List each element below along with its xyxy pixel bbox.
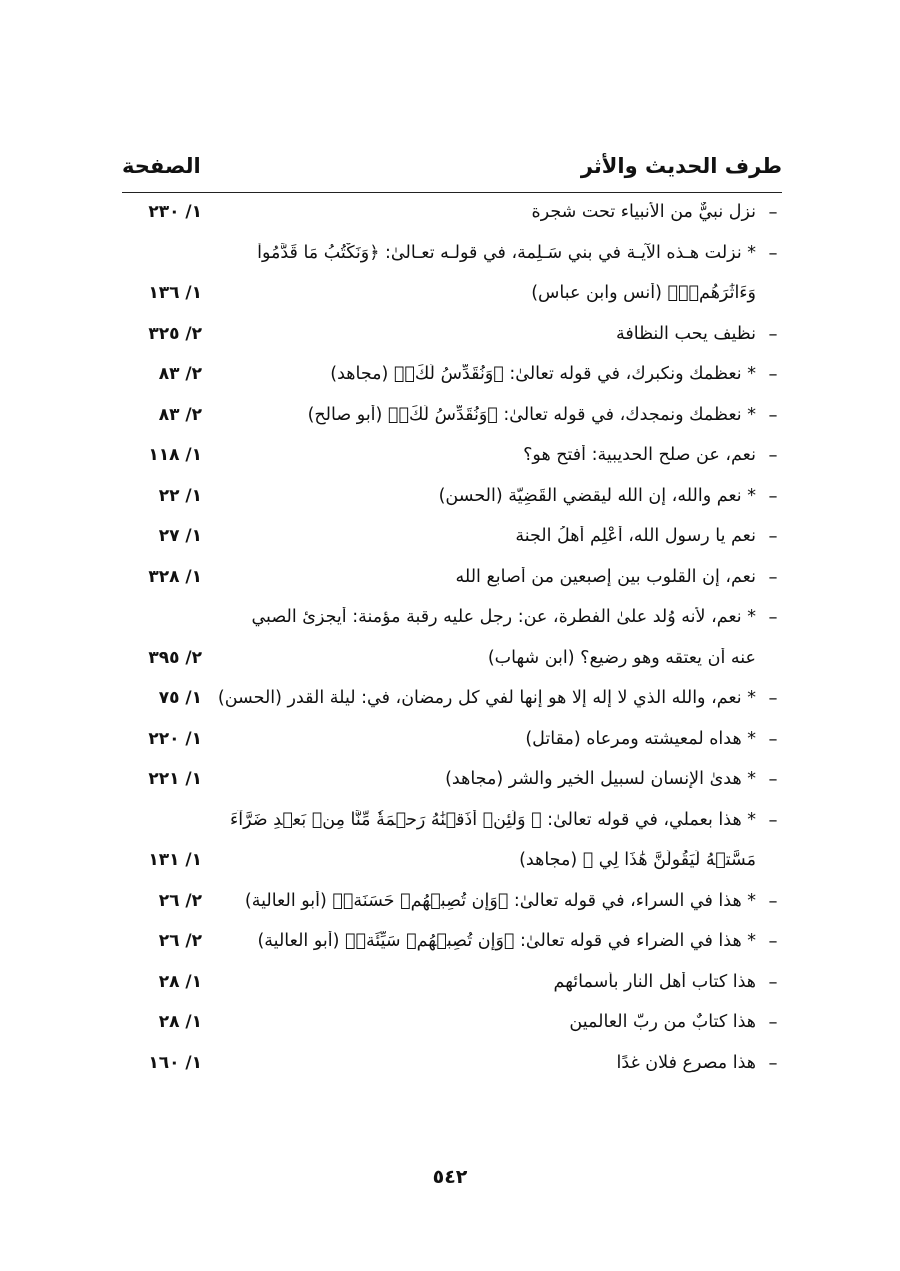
entry-page-ref: ١/ ٢٢١ <box>148 769 202 789</box>
entry-page-ref: ١/ ١٣٦ <box>148 283 202 303</box>
entry-text: * نزلت هـذه الآيـة في بني سَـلِمة، في قولـه تعـالىٰ: ﴿وَنَكْتُبُ مَا قَدَّمُواْ <box>257 242 756 263</box>
entry-marker: – <box>768 971 778 993</box>
index-entry <box>122 403 782 433</box>
entry-text: هذا مصرع فلان غدًا <box>616 1052 756 1073</box>
entry-marker: – <box>768 1052 778 1074</box>
entry-page-ref: ١/ ٣٢٨ <box>148 566 202 587</box>
entry-text: نعم، إن القلوب بين إصبعين من أصابع الله <box>455 566 756 587</box>
entry-text: نظيف يحب النظافة <box>615 323 756 344</box>
entry-marker: – <box>768 526 778 547</box>
index-entry <box>122 808 782 838</box>
index-entry <box>122 322 782 352</box>
index-entry <box>122 1051 782 1081</box>
entry-text: هذا كتاب أهل النار بأسمائهم <box>553 971 756 992</box>
column-title-page: الصفحة <box>122 154 201 178</box>
index-entry <box>122 362 782 392</box>
entry-page-ref: ١/ ٧٥ <box>158 688 202 708</box>
entry-marker: – <box>768 242 778 264</box>
entry-text: * هذا بعملي، في قوله تعالىٰ: ﴿ وَلَئِنۡ أَذَقۡنَٰهُ رَحۡمَةٗ مِّنَّا مِنۢ بَعۡدِ ضَرَّآءَ <box>230 809 756 830</box>
index-entry <box>122 727 782 757</box>
entry-page-ref: ١/ ٢٧ <box>158 526 202 546</box>
index-entry <box>122 241 782 271</box>
entry-page-ref: ٢/ ٨٣ <box>158 364 202 384</box>
entry-text: * هداه لمعيشته ومرعاه (مقاتل) <box>525 728 756 749</box>
entry-page-ref: ١/ ١٦٠ <box>148 1052 202 1073</box>
index-entry <box>122 767 782 797</box>
index-entry <box>122 929 782 959</box>
entry-marker: – <box>768 404 778 426</box>
index-entry <box>122 970 782 1000</box>
entry-marker: – <box>768 566 778 588</box>
entry-text: نعم يا رسول الله، أَعْلِم أهلُ الجنة <box>515 526 756 546</box>
entry-marker: – <box>768 1012 778 1033</box>
entry-text-continued: مَسَّتۡهُ لَيَقُولَنَّ هَٰذَا لِي ﴾ (مجاهد) <box>519 850 756 870</box>
entry-text: هذا كتابٌ من ربّ العالمين <box>569 1012 756 1032</box>
entry-page-ref: ١/ ١٣١ <box>148 850 202 870</box>
index-entry <box>122 889 782 919</box>
index-entry <box>122 565 782 595</box>
entry-marker: – <box>768 728 778 750</box>
entry-text-continued: وَءَاثَٰرَهُمۡۚ﴾ (أنس وابن عباس) <box>531 283 756 303</box>
entry-text: * نعظمك ونكبرك، في قوله تعالىٰ: ﴿وَنُقَدِّسُ لَكَۖ﴾ (مجاهد) <box>330 364 756 384</box>
entry-page-ref: ١/ ٢٢٠ <box>148 728 202 749</box>
entry-marker: – <box>768 323 778 345</box>
index-entry <box>122 443 782 473</box>
entry-marker: – <box>768 688 778 709</box>
entry-page-ref: ١/ ١١٨ <box>148 445 202 465</box>
index-entry <box>122 1010 782 1040</box>
entry-text: * هذا في الضراء في قوله تعالىٰ: ﴿وَإِن تُصِبۡهُمۡ سَيِّئَةٞ﴾ (أبو العالية) <box>257 931 756 951</box>
entry-marker: – <box>768 890 778 912</box>
index-entry <box>122 524 782 554</box>
entry-text: * نعم، والله الذي لا إله إلا هو إنها لفي كل رمضان، في: ليلة القدر (الحسن) <box>217 688 756 708</box>
page-number: ٥٤٢ <box>432 1166 468 1188</box>
index-entry <box>122 605 782 635</box>
entry-text: * نعم، لأنه وُلد علىٰ الفطرة، عن: رجل عليه رقبة مؤمنة: أيجزئ الصبي <box>251 607 756 627</box>
entry-page-ref: ١/ ٢٣٠ <box>148 202 202 222</box>
entry-marker: – <box>768 809 778 831</box>
entry-marker: – <box>768 769 778 790</box>
entry-page-ref: ١/ ٢٨ <box>158 1012 202 1032</box>
index-entry <box>122 484 782 514</box>
entry-marker: – <box>768 485 778 507</box>
entry-text: * هدىٰ الإنسان لسبيل الخير والشر (مجاهد) <box>445 769 756 789</box>
column-title-hadith: طرف الحديث والأثر <box>580 154 782 178</box>
entry-text: * نعظمك ونمجدك، في قوله تعالىٰ: ﴿وَنُقَدِّسُ لَكَۖ﴾ (أبو صالح) <box>307 404 756 425</box>
entry-page-ref: ٢/ ٣٩٥ <box>148 647 202 668</box>
entry-text: نزل نبيٌّ من الأنبياء تحت شجرة <box>531 202 756 222</box>
entry-marker: – <box>768 364 778 385</box>
index-entry-continuation <box>122 848 782 878</box>
entry-text: * هذا في السراء، في قوله تعالىٰ: ﴿وَإِن تُصِبۡهُمۡ حَسَنَةٞ﴾ (أبو العالية) <box>244 890 756 911</box>
index-entry <box>122 200 782 230</box>
entry-marker: – <box>768 607 778 628</box>
entry-text-continued: عنه أن يعتقه وهو رضيع؟ (ابن شهاب) <box>487 647 756 668</box>
entry-text: نعم، عن صلح الحديبية: أفتح هو؟ <box>523 445 756 465</box>
entry-marker: – <box>768 202 778 223</box>
index-entry <box>122 686 782 716</box>
index-entry-continuation <box>122 281 782 311</box>
entry-text: * نعم والله، إن الله ليقضي القَضِيّة (الحسن) <box>438 485 756 506</box>
entry-page-ref: ٢/ ٣٢٥ <box>148 323 202 344</box>
entry-page-ref: ٢/ ٢٦ <box>158 931 202 951</box>
entry-marker: – <box>768 445 778 466</box>
entry-marker: – <box>768 931 778 952</box>
entry-page-ref: ٢/ ٨٣ <box>158 404 202 425</box>
index-entry-continuation <box>122 646 782 676</box>
entry-page-ref: ١/ ٢٨ <box>158 971 202 992</box>
entry-page-ref: ٢/ ٢٦ <box>158 890 202 911</box>
entry-page-ref: ١/ ٢٢ <box>158 485 202 506</box>
